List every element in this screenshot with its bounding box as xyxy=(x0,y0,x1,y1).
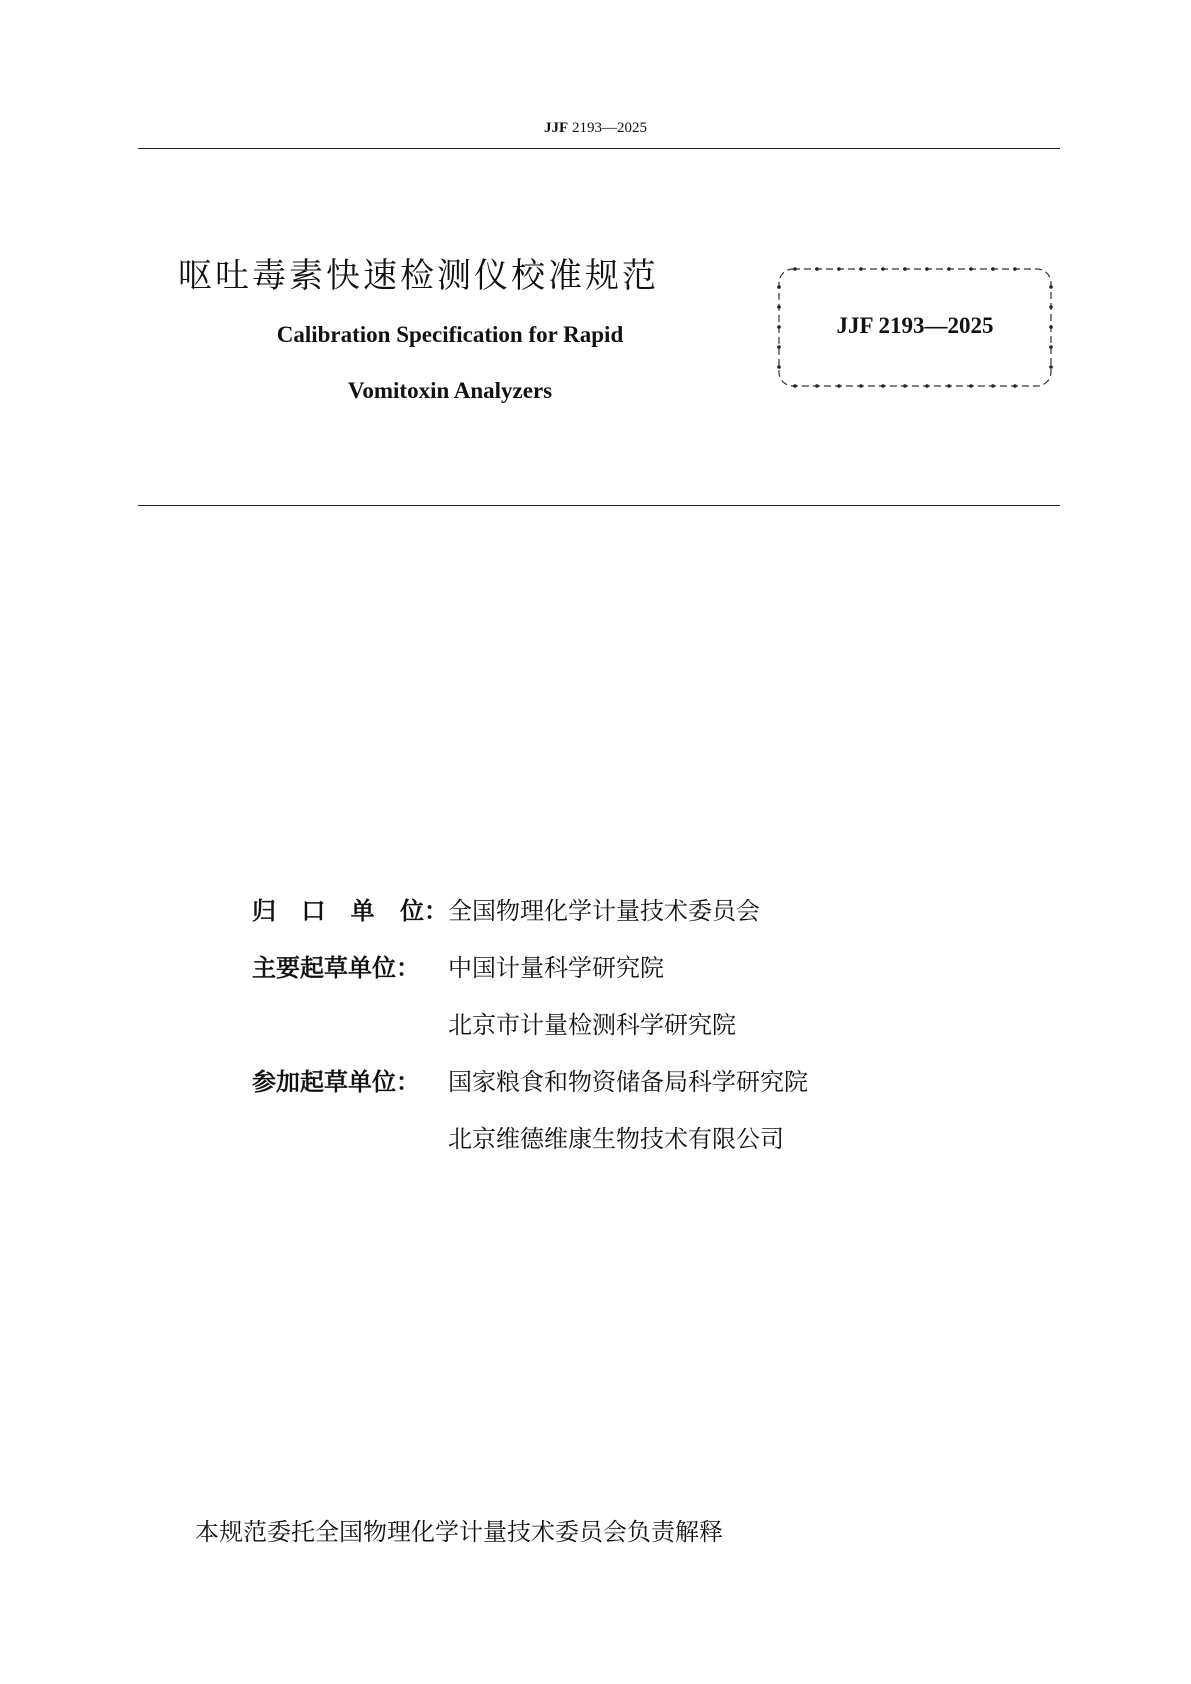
frame-dot xyxy=(1049,365,1053,369)
responsible-unit-label: 归 口 单 位： xyxy=(252,897,448,925)
frame-dot xyxy=(777,345,781,349)
page-title-english-line2: Vomitoxin Analyzers xyxy=(347,378,553,403)
middle-divider xyxy=(138,505,1060,506)
frame-dot xyxy=(903,384,907,388)
responsible-unit-row xyxy=(252,880,808,937)
page-title-chinese: 呕吐毒素快速检测仪校准规范 xyxy=(178,256,659,296)
frame-dot xyxy=(793,384,797,388)
main-drafter-row-2 xyxy=(252,994,808,1051)
frame-dot xyxy=(991,384,995,388)
page-title-english-line1: Calibration Specification for Rapid xyxy=(276,322,624,347)
frame-dot xyxy=(991,267,995,271)
header-code-prefix: JJF xyxy=(544,120,569,136)
main-drafter-row xyxy=(252,937,808,994)
main-drafter-value-2: 北京市计量检测科学研究院 xyxy=(448,1011,736,1039)
frame-dot xyxy=(859,267,863,271)
frame-dot xyxy=(777,285,781,289)
frame-dot xyxy=(925,384,929,388)
frame-dot xyxy=(881,384,885,388)
frame-dot xyxy=(1013,267,1017,271)
main-drafter-value-1: 中国计量科学研究院 xyxy=(448,954,664,982)
header-code-number: 2193—2025 xyxy=(568,120,647,136)
frame-dot xyxy=(777,305,781,309)
document-code-box xyxy=(775,265,1055,390)
frame-dot xyxy=(903,267,907,271)
responsible-unit-value: 全国物理化学计量技术委员会 xyxy=(448,897,760,925)
frame-dot xyxy=(969,267,973,271)
participating-drafter-value-2: 北京维德维康生物技术有限公司 xyxy=(448,1125,784,1153)
frame-dot xyxy=(859,384,863,388)
participating-drafter-value-1: 国家粮食和物资储备局科学研究院 xyxy=(448,1068,808,1096)
frame-dot xyxy=(815,384,819,388)
participating-drafter-row-2 xyxy=(252,1108,808,1165)
frame-dot xyxy=(969,384,973,388)
frame-dot xyxy=(925,267,929,271)
frame-dot xyxy=(1049,345,1053,349)
interpretation-note: 本规范委托全国物理化学计量技术委员会负责解释 xyxy=(195,1518,723,1546)
frame-dot xyxy=(1049,305,1053,309)
frame-dot xyxy=(1013,384,1017,388)
frame-dot xyxy=(815,267,819,271)
drafting-units-section xyxy=(252,880,808,1165)
top-divider xyxy=(138,148,1060,149)
frame-dot xyxy=(837,267,841,271)
participating-drafter-label: 参加起草单位： xyxy=(252,1068,420,1096)
frame-dot xyxy=(1049,285,1053,289)
frame-dot xyxy=(837,384,841,388)
main-drafter-label: 主要起草单位： xyxy=(252,954,420,982)
participating-drafter-row xyxy=(252,1051,808,1108)
frame-dot xyxy=(947,384,951,388)
frame-dot xyxy=(947,267,951,271)
header-document-code xyxy=(0,120,1191,137)
frame-dot xyxy=(881,267,885,271)
frame-dot xyxy=(793,267,797,271)
frame-dot xyxy=(777,365,781,369)
document-code: JJF 2193—2025 xyxy=(836,313,994,338)
